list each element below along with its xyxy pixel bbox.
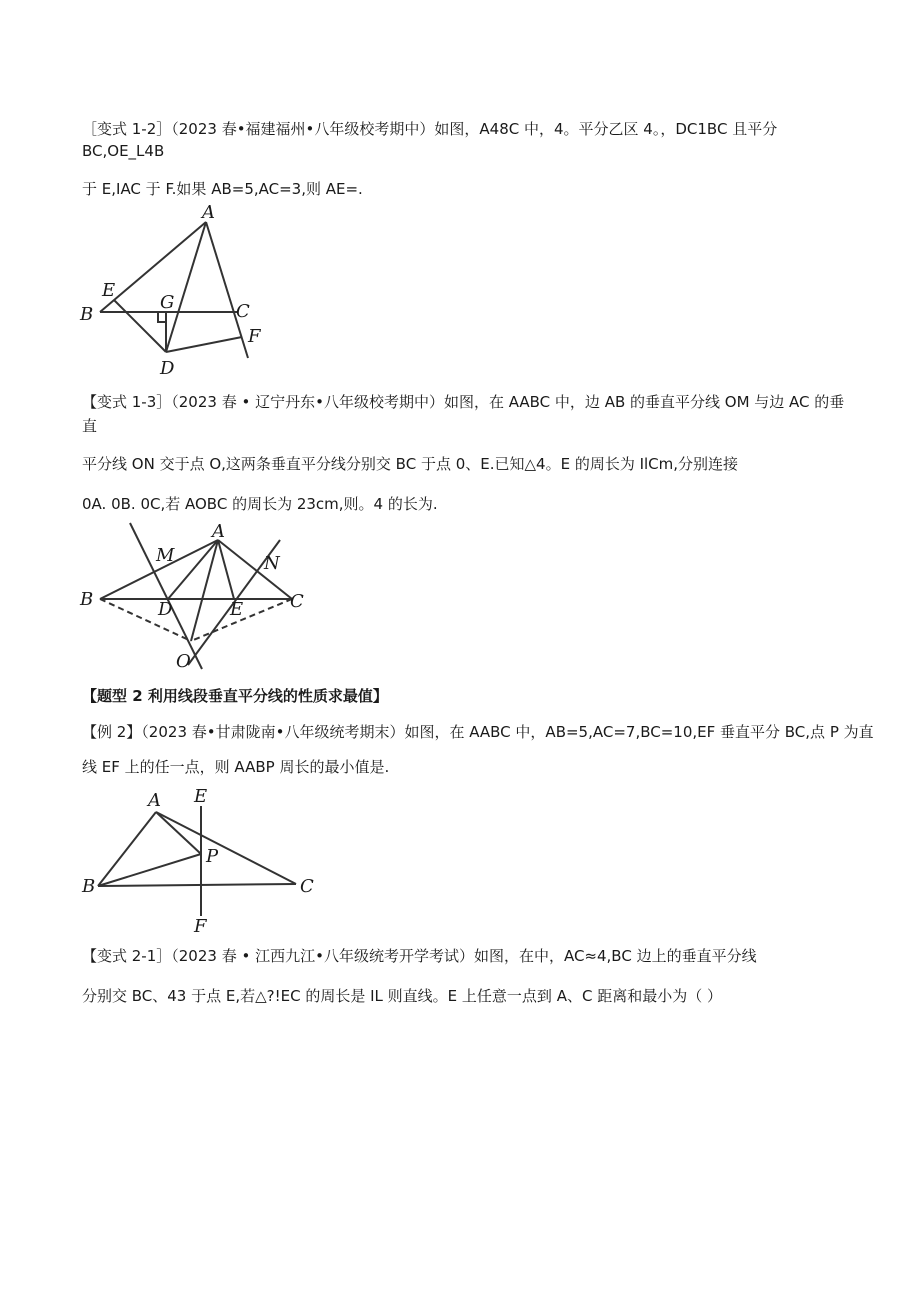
label-B: B: [80, 304, 94, 325]
problem-1-2-line-1: ［变式 1-2］（2023 春•福建福州•八年级校考期中）如图，A48C 中，4。平分乙区 4。，DC1BC 且平分: [82, 120, 778, 138]
problem-1-3-line-1: 【变式 1-3］（2023 春 • 辽宁丹东•八年级校考期中）如图，在 AABC 中，边 AB 的垂直平分线 OM 与边 AC 的垂: [82, 393, 845, 411]
figure-1-3: [70, 515, 320, 675]
figure-1-2: [70, 200, 290, 380]
segment-AD: [166, 222, 206, 352]
segment-AC: [218, 540, 292, 599]
segment-BC: [98, 884, 296, 886]
label-E: E: [102, 280, 116, 301]
problem-2-1-line-1: 【变式 2-1］（2023 春 • 江西九江•八年级统考开学考试）如图，在中，AC≈4,BC 边上的垂直平分线: [82, 947, 757, 965]
segment-DF: [166, 337, 242, 352]
segment-AC: [156, 812, 296, 884]
label-M: M: [156, 545, 175, 566]
label-N: N: [264, 553, 280, 574]
label-D: D: [158, 599, 173, 620]
label-A: A: [212, 521, 225, 542]
figure-example-2: [70, 780, 330, 940]
segment-ED: [114, 300, 166, 352]
right-angle-mark: [158, 312, 166, 322]
label-P: P: [206, 846, 219, 867]
label-C: C: [300, 876, 314, 897]
example-2-line-2: 线 EF 上的任一点，则 AABP 周长的最小值是.: [82, 758, 390, 776]
label-B: B: [82, 876, 96, 897]
label-C: C: [236, 301, 250, 322]
label-E: E: [194, 786, 208, 807]
problem-2-1-line-2: 分别交 BC、43 于点 E,若△?!EC 的周长是 IL 则直线。E 上任意一点到 A、C 距离和最小为（ ）: [82, 987, 722, 1005]
label-D: D: [160, 358, 175, 379]
label-F: F: [248, 326, 261, 347]
segment-AE: [218, 540, 234, 599]
label-E: E: [230, 599, 244, 620]
problem-1-2-line-3: 于 E,IAC 于 F.如果 AB=5,AC=3,则 AE=.: [82, 180, 363, 198]
problem-1-2-line-2: BC,OE_L4B: [82, 142, 165, 160]
label-A: A: [202, 202, 215, 223]
segment-AB: [100, 222, 206, 312]
label-G: G: [160, 292, 175, 313]
label-F: F: [194, 916, 207, 937]
label-B: B: [80, 589, 94, 610]
segment-AP: [156, 812, 201, 854]
example-2-line-1: 【例 2】（2023 春•甘肃陇南•八年级统考期末）如图，在 AABC 中，AB=5,AC=7,BC=10,EF 垂直平分 BC,点 P 为直: [82, 723, 874, 741]
segment-BP: [98, 854, 201, 886]
segment-AB: [98, 812, 156, 886]
problem-1-3-line-3: 平分线 ON 交于点 O,这两条垂直平分线分别交 BC 于点 0、E.已知△4。E 的周长为 IlCm,分别连接: [82, 455, 739, 473]
label-O: O: [176, 651, 191, 672]
problem-1-3-line-4: 0A. 0B. 0C,若 AOBC 的周长为 23cm,则。4 的长为.: [82, 495, 438, 513]
problem-1-3-line-2: 直: [82, 417, 98, 435]
label-A: A: [148, 790, 161, 811]
label-C: C: [290, 591, 304, 612]
section-title-2: 【题型 2 利用线段垂直平分线的性质求最值】: [82, 687, 388, 705]
